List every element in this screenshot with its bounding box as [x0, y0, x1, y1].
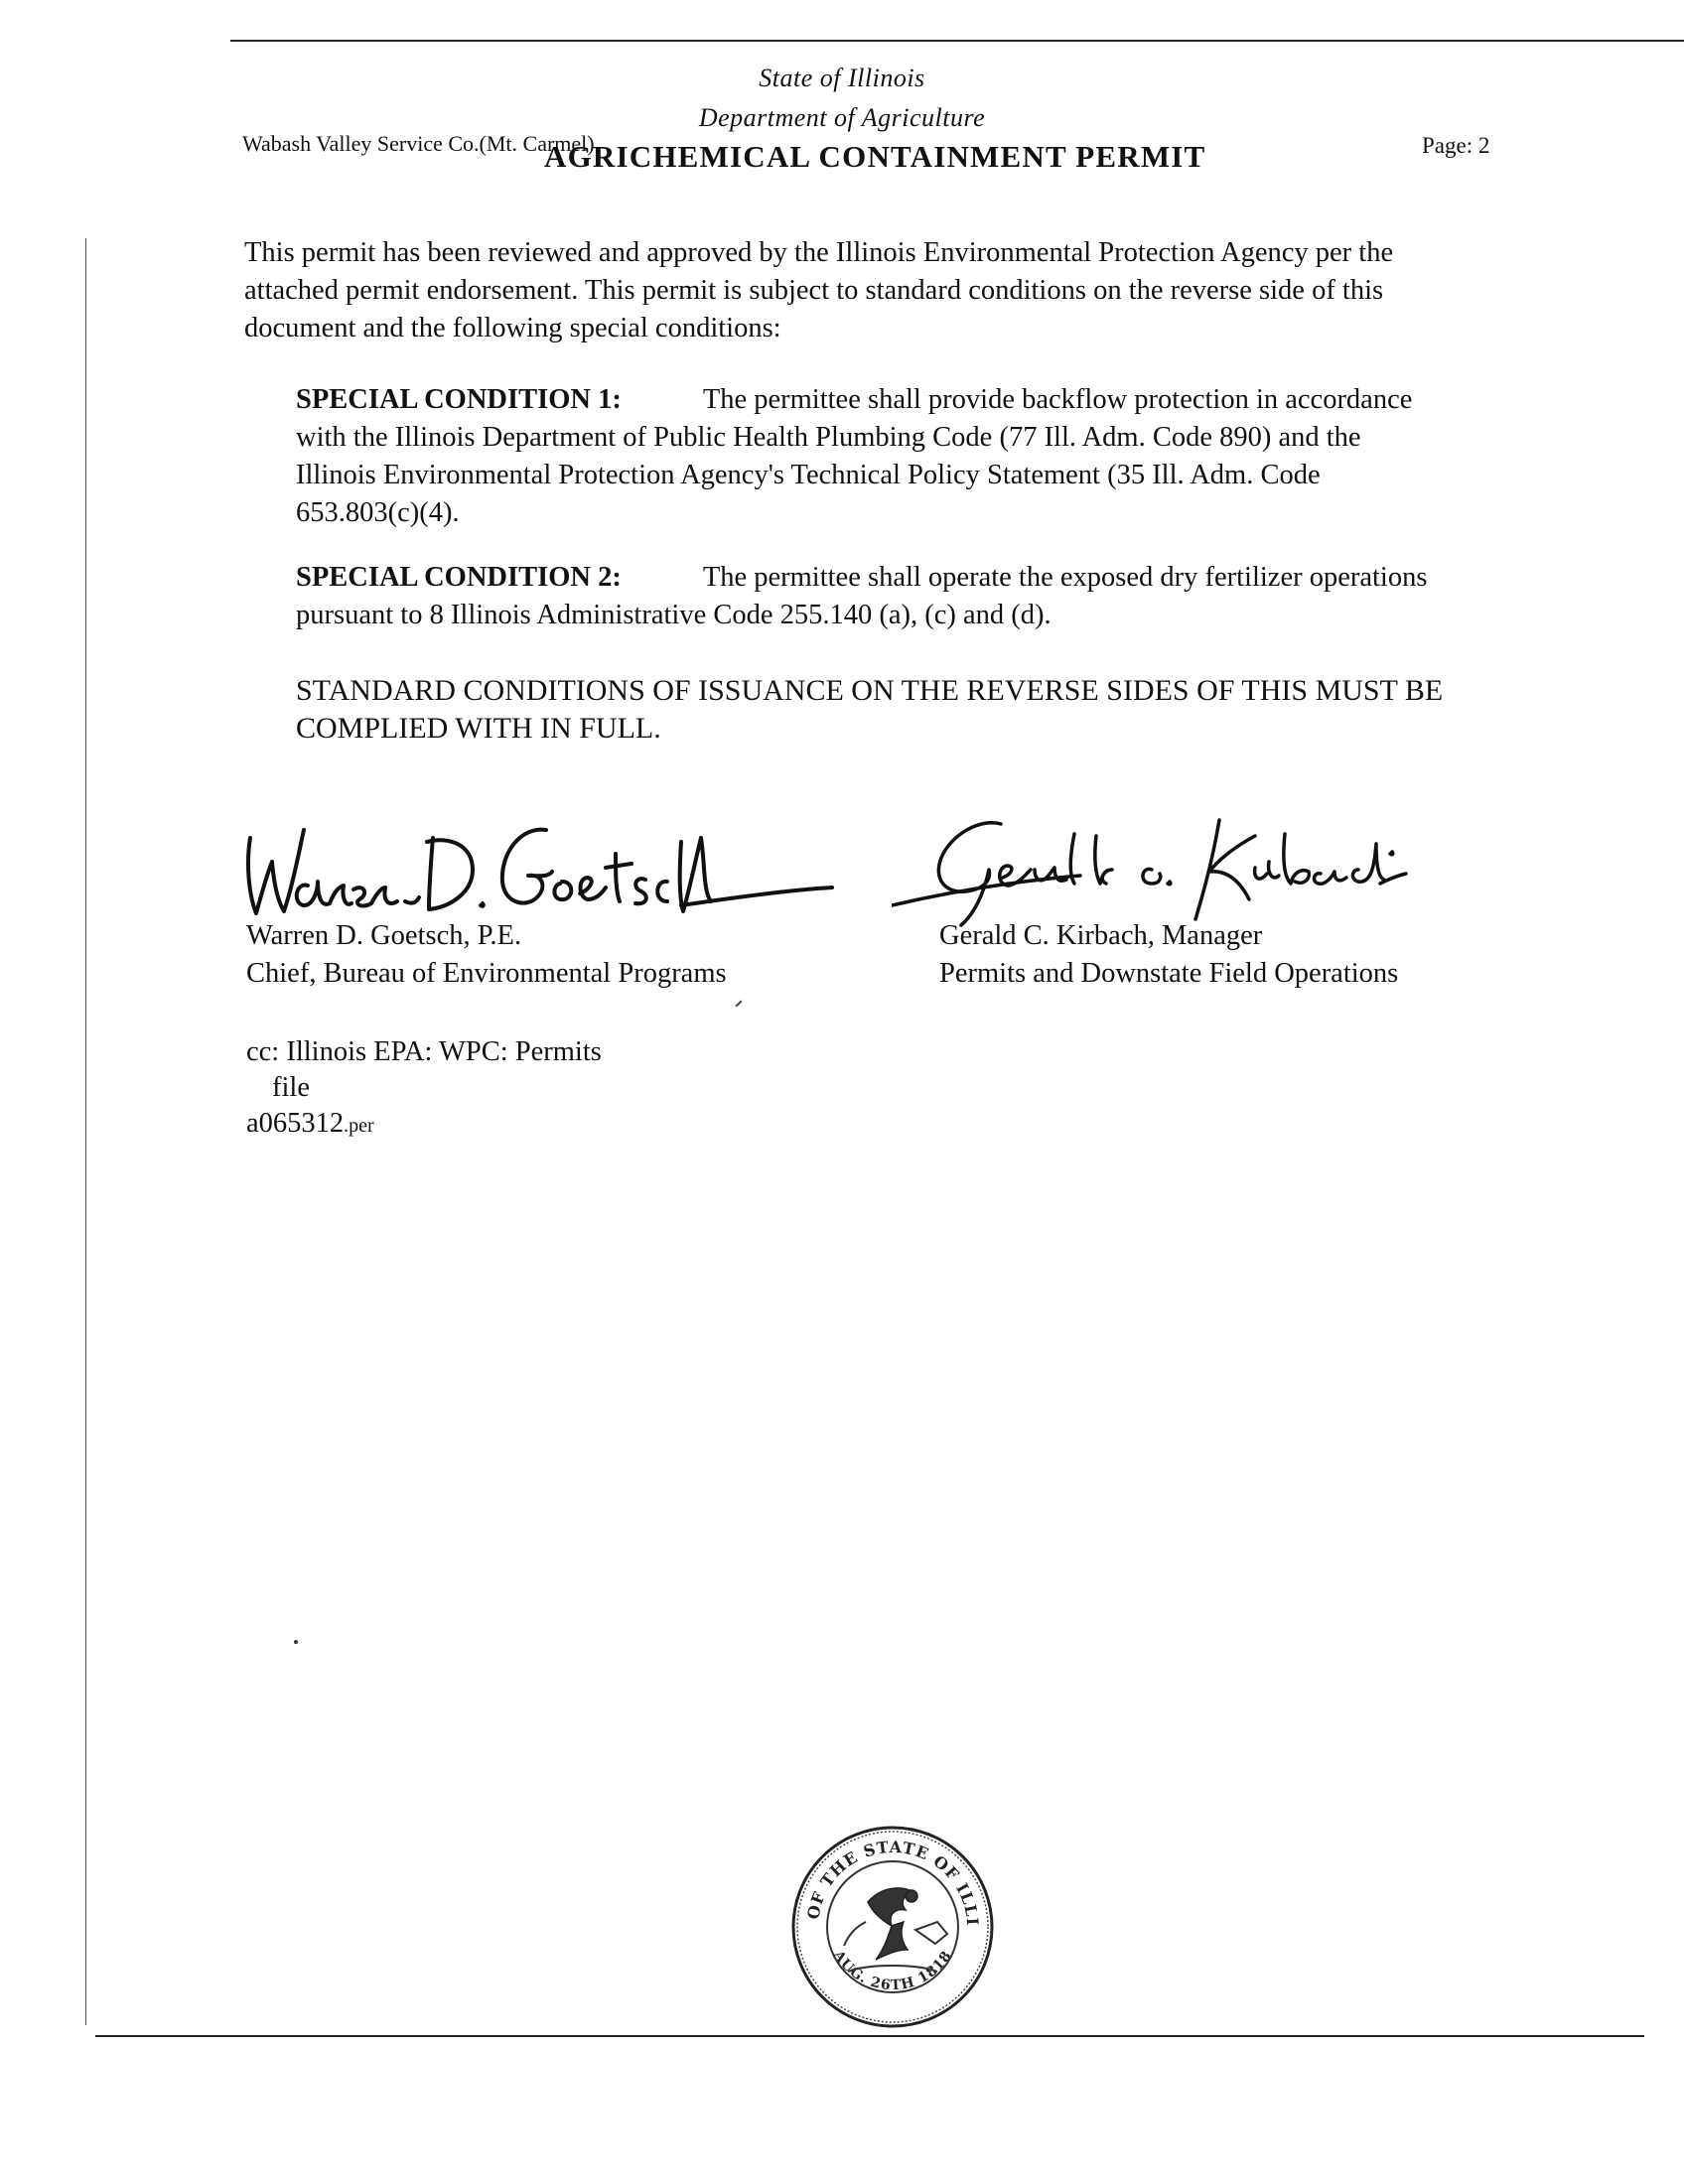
page-number: Page: 2 — [1422, 133, 1490, 158]
stray-mark — [735, 1000, 742, 1007]
intro-paragraph — [244, 234, 1575, 347]
cc-block — [246, 1034, 602, 1144]
signatory-left-title: Chief, Bureau of Environmental Programs — [246, 958, 727, 989]
special-condition-1 — [296, 381, 1587, 532]
stray-dot — [294, 1640, 298, 1644]
condition-2-line-2: pursuant to 8 Illinois Administrative Code 255.140 (a), (c) and (d). — [296, 600, 1052, 630]
seal-text-top: OF THE STATE OF ILLI — [803, 1837, 983, 1927]
signatory-left — [246, 917, 727, 993]
condition-2-label: SPECIAL CONDITION 2: — [296, 562, 622, 593]
standard-conditions — [296, 672, 1607, 748]
cc-line-2: file — [272, 1072, 310, 1103]
permit-title: AGRICHEMICAL CONTAINMENT PERMIT — [544, 139, 1206, 174]
header-state: State of Illinois — [759, 64, 925, 92]
signature-goetsch — [238, 802, 834, 931]
signatory-right-name: Gerald C. Kirbach, Manager — [939, 920, 1263, 951]
condition-1-label: SPECIAL CONDITION 1: — [296, 384, 622, 415]
file-name — [246, 1106, 602, 1144]
file-name-main: a065312 — [246, 1108, 345, 1139]
cc-line-1: cc: Illinois EPA: WPC: Permits — [246, 1036, 602, 1067]
header-company: Wabash Valley Service Co.(Mt. Carmel) — [242, 131, 595, 156]
condition-1-line-1: The permittee shall provide backflow protection in accordance — [702, 384, 1413, 415]
special-condition-2 — [296, 559, 1607, 634]
signature-kirbach — [892, 814, 1408, 933]
signatory-left-name: Warren D. Goetsch, P.E. — [246, 920, 522, 951]
intro-line-1: This permit has been reviewed and approved by the Illinois Environmental Protection Agency per the — [244, 237, 1394, 268]
signatory-right — [939, 917, 1398, 993]
top-rule — [230, 40, 1684, 42]
header-department: Department of Agriculture — [698, 103, 986, 132]
signatory-right-title: Permits and Downstate Field Operations — [939, 958, 1399, 989]
condition-1-line-2: with the Illinois Department of Public Health Plumbing Code (77 Ill. Adm. Code 890) and the — [296, 422, 1361, 453]
standard-line-1: STANDARD CONDITIONS OF ISSUANCE ON THE REVERSE SIDES OF THIS MUST BE — [296, 674, 1444, 707]
condition-2-line-1: The permittee shall operate the exposed dry fertilizer operations — [702, 562, 1428, 593]
condition-1-line-4: 653.803(c)(4). — [296, 497, 460, 528]
intro-line-2: attached permit endorsement. This permit is subject to standard conditions on the reverse side of this — [244, 275, 1384, 306]
condition-1-line-3: Illinois Environmental Protection Agency's Technical Policy Statement (35 Ill. Adm. Code — [296, 460, 1321, 490]
file-name-ext: .per — [344, 1115, 374, 1137]
state-seal-icon — [788, 1823, 997, 2036]
seal-text-bottom: AUG. 26TH 1818 — [829, 1948, 956, 1994]
standard-line-2: COMPLIED WITH IN FULL. — [296, 712, 661, 745]
intro-line-3: document and the following special conditions: — [244, 313, 781, 343]
left-margin-line — [85, 238, 86, 2025]
